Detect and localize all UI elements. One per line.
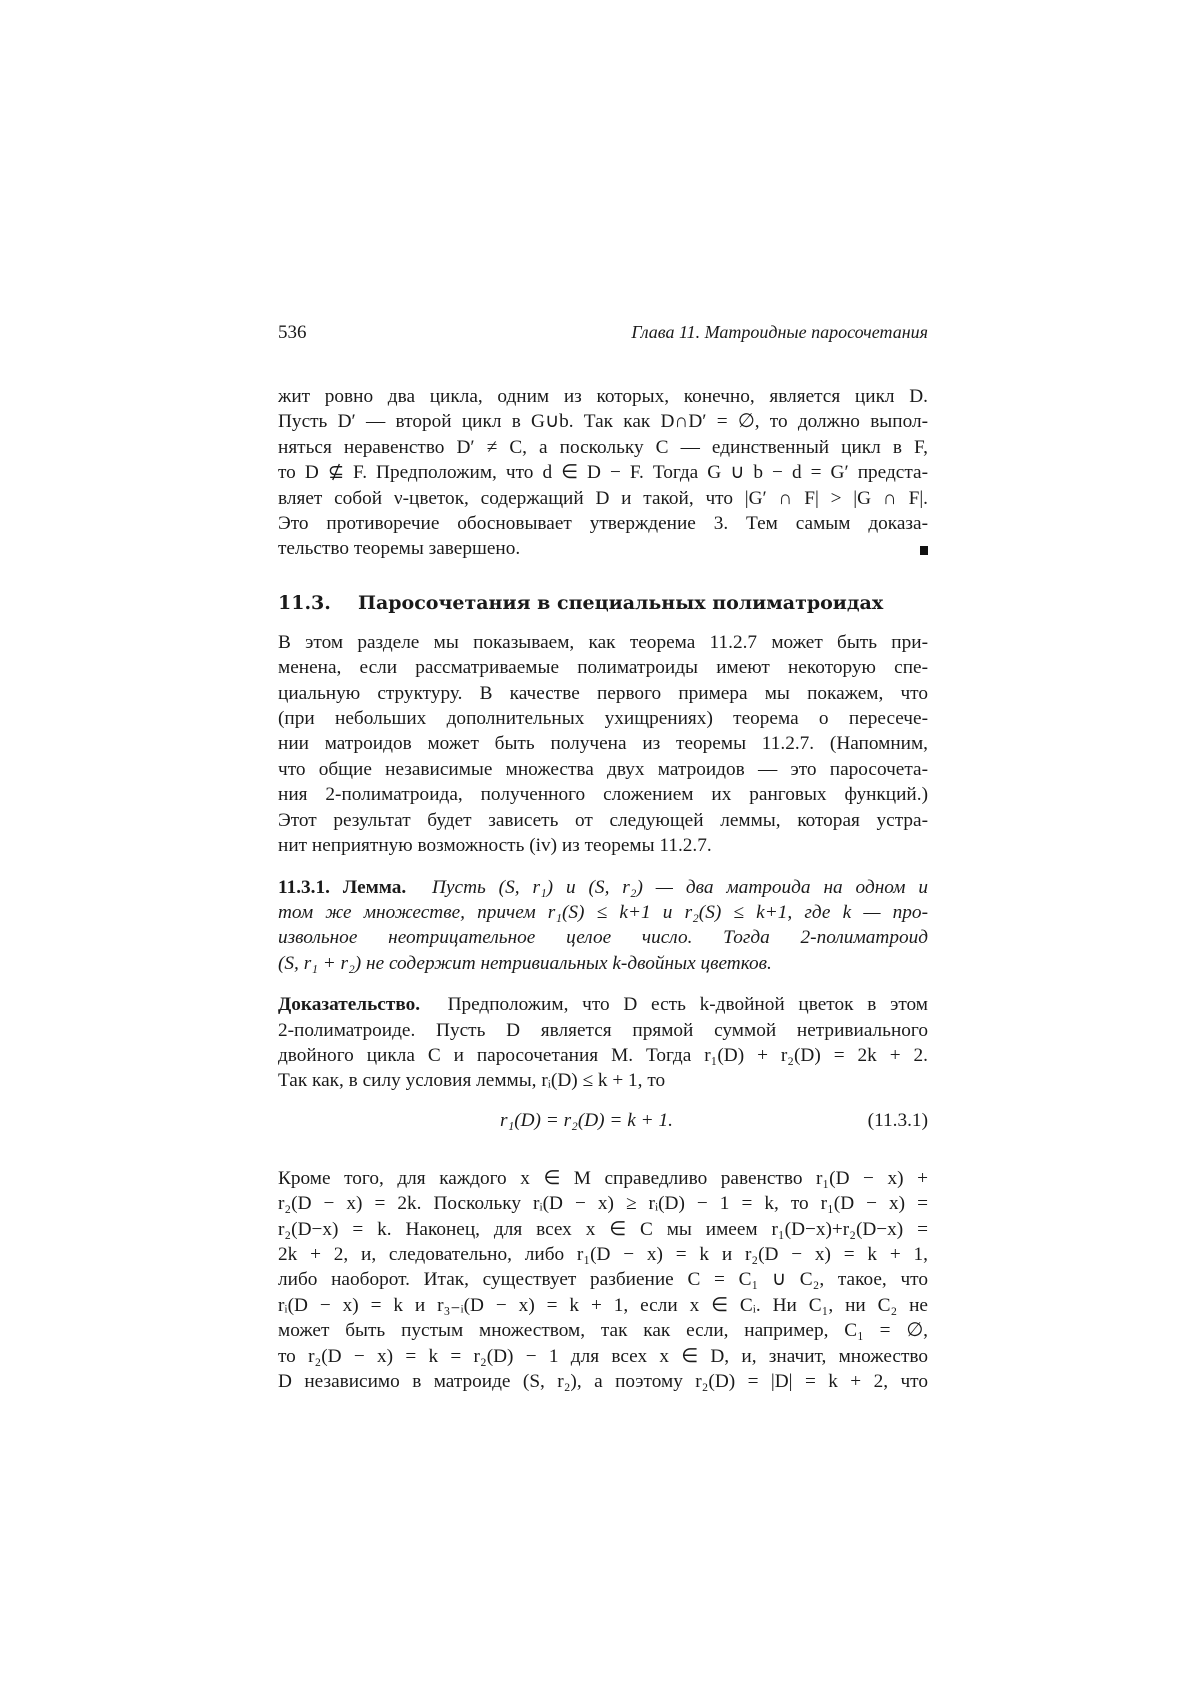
text-line: Кроме того, для каждого x ∈ M справедливо равенство r₁(D − x) + bbox=[278, 1167, 928, 1189]
proof-text-line: 2-полиматроиде. Пусть D является прямой суммой нетривиального bbox=[278, 1019, 928, 1041]
paragraph-continuation bbox=[278, 1166, 928, 1395]
proof-label: Доказательство. bbox=[278, 994, 421, 1016]
text-line: няться неравенство D′ ≠ C, а поскольку C — единственный цикл в F, bbox=[278, 436, 928, 458]
text-line: жит ровно два цикла, одним из которых, конечно, является цикл D. bbox=[278, 386, 928, 407]
running-header bbox=[278, 322, 928, 348]
text-line: (при небольших дополнительных ухищрениях) теорема о пересече- bbox=[278, 708, 928, 730]
text-line: нии матроидов может быть получена из теоремы 11.2.7. (Напомним, bbox=[278, 733, 928, 755]
lemma-text-line: том же множестве, причем r₁(S) ≤ k+1 и r₂(S) ≤ k+1, где k — про- bbox=[278, 901, 928, 923]
text-line: r₂(D − x) = 2k. Поскольку rᵢ(D − x) ≥ rᵢ(D) − 1 = k, то r₁(D − x) = bbox=[278, 1193, 928, 1215]
text-line: 2k + 2, и, следовательно, либо r₁(D − x) = k и r₂(D − x) = k + 1, bbox=[278, 1243, 928, 1265]
text-line: rᵢ(D − x) = k и r₃₋ᵢ(D − x) = k + 1, если x ∈ Cᵢ. Ни C₁, ни C₂ не bbox=[278, 1294, 928, 1316]
text-line: циальную структуру. В качестве первого примера мы покажем, что bbox=[278, 682, 928, 704]
lemma-text-line: (S, r₁ + r₂) не содержит нетривиальных k-двойных цветков. bbox=[278, 952, 772, 974]
proof-block bbox=[278, 992, 928, 1094]
text-line: менена, если рассматриваемые полиматроиды имеют некоторую спе- bbox=[278, 657, 928, 679]
proof-text-line: двойного цикла C и паросочетания M. Тогда r₁(D) + r₂(D) = 2k + 2. bbox=[278, 1044, 928, 1066]
text-line: либо наоборот. Итак, существует разбиение C = C₁ ∪ C₂, такое, что bbox=[278, 1269, 928, 1291]
text-line: вляет собой ν-цветок, содержащий D и такой, что |G′ ∩ F| > |G ∩ F|. bbox=[278, 487, 928, 509]
lemma-block bbox=[278, 875, 928, 977]
section-number: 11.3. bbox=[278, 591, 331, 614]
text-line: то D ⊈ F. Предположим, что d ∈ D − F. Тогда G ∪ b − d = G′ предста- bbox=[278, 462, 928, 484]
running-title: Глава 11. Матроидные паросочетания bbox=[631, 322, 928, 342]
lemma-text-line: Пусть (S, r₁) и (S, r₂) — два матроида на одном и bbox=[432, 876, 929, 898]
text-line: Пусть D′ — второй цикл в G∪b. Так как D∩D′ = ∅, то должно выпол- bbox=[278, 411, 928, 433]
section-title: Паросочетания в специальных полиматроидах bbox=[358, 591, 884, 614]
text-line: r₂(D−x) = k. Наконец, для всех x ∈ C мы имеем r₁(D−x)+r₂(D−x) = bbox=[278, 1218, 928, 1240]
text-line: может быть пустым множеством, так как если, например, C₁ = ∅, bbox=[278, 1320, 928, 1342]
text-line: что общие независимые множества двух матроидов — это паросочета- bbox=[278, 758, 928, 780]
paragraph-intro bbox=[278, 630, 928, 859]
lemma-label: 11.3.1. Лемма. bbox=[278, 876, 407, 898]
formula-number: (11.3.1) bbox=[867, 1109, 928, 1131]
text-line: D независимо в матроиде (S, r₂), а поэтому r₂(D) = |D| = k + 2, что bbox=[278, 1371, 928, 1392]
qed-square-icon bbox=[920, 546, 928, 555]
text-line: Этот результат будет зависеть от следующей леммы, которая устра- bbox=[278, 809, 928, 831]
section-heading bbox=[278, 592, 928, 614]
text-line: Это противоречие обосновывает утверждение 3. Тем самым доказа- bbox=[278, 513, 928, 535]
text-line: то r₂(D − x) = k = r₂(D) − 1 для всех x ∈ D, и, значит, множество bbox=[278, 1345, 928, 1367]
paragraph-proof-end bbox=[278, 384, 928, 562]
proof-text-line: Так как, в силу условия леммы, rᵢ(D) ≤ k + 1, то bbox=[278, 1070, 666, 1092]
formula-text: r₁(D) = r₂(D) = k + 1. bbox=[500, 1109, 673, 1131]
book-page bbox=[278, 322, 928, 1394]
proof-text-line: Предположим, что D есть k-двойной цветок в этом bbox=[447, 994, 928, 1016]
display-formula bbox=[278, 1102, 928, 1144]
text-line: В этом разделе мы показываем, как теорема 11.2.7 может быть при- bbox=[278, 631, 928, 653]
page-number: 536 bbox=[278, 322, 307, 343]
text-line: ния 2-полиматроида, полученного сложением их ранговых функций.) bbox=[278, 784, 928, 806]
text-line: нит неприятную возможность (iv) из теоремы 11.2.7. bbox=[278, 835, 712, 857]
text-line: тельство теоремы завершено. bbox=[278, 538, 521, 560]
lemma-text-line: извольное неотрицательное целое число. Тогда 2-полиматроид bbox=[278, 927, 928, 949]
